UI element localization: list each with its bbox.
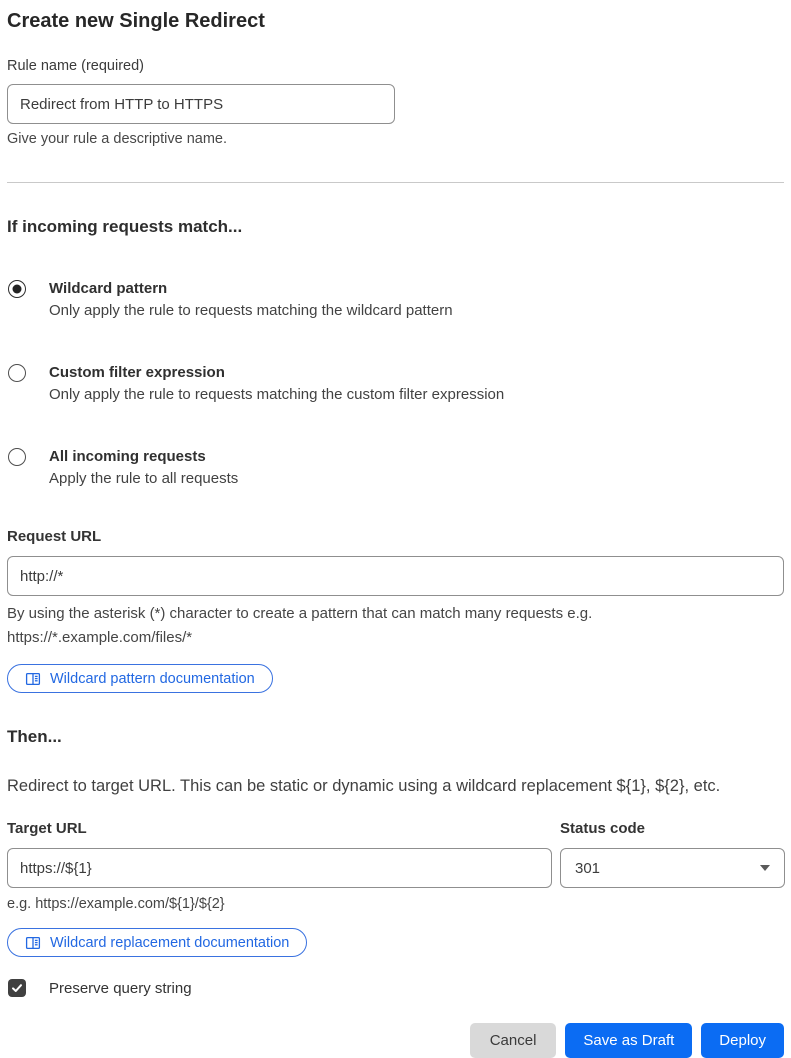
radio-option-label: Custom filter expression [49, 364, 225, 381]
target-url-input[interactable] [7, 848, 552, 888]
radio-button-icon[interactable] [8, 448, 26, 466]
doc-button-label: Wildcard replacement documentation [50, 934, 290, 951]
status-code-label: Status code [560, 820, 646, 837]
rule-name-help: Give your rule a descriptive name. [7, 131, 228, 147]
wildcard-replacement-documentation-button[interactable] [7, 928, 307, 957]
deploy-button[interactable]: Deploy [701, 1023, 784, 1058]
request-url-help-line1: By using the asterisk (*) character to create a pattern that can match many requests e.g. [7, 605, 593, 622]
checkbox-checked-icon[interactable] [8, 979, 26, 997]
section-divider [7, 182, 784, 183]
target-url-label: Target URL [7, 820, 87, 837]
radio-option-description: Only apply the rule to requests matching the wildcard pattern [49, 302, 453, 319]
radio-option-custom-filter-expression[interactable] [7, 362, 784, 407]
request-url-input[interactable] [7, 556, 784, 596]
radio-option-wildcard-pattern[interactable] [7, 278, 784, 323]
cancel-button[interactable]: Cancel [470, 1023, 557, 1058]
target-status-row [7, 819, 784, 914]
then-description: Redirect to target URL. This can be static or dynamic using a wildcard replacement ${1}, ${2}, etc. [7, 777, 721, 795]
target-url-help: e.g. https://example.com/${1}/${2} [7, 896, 225, 912]
doc-button-label: Wildcard pattern documentation [50, 670, 255, 687]
radio-button-icon[interactable] [8, 364, 26, 382]
then-section-heading: Then... [7, 727, 62, 746]
chevron-down-icon [760, 865, 770, 871]
wildcard-pattern-documentation-button[interactable] [7, 664, 273, 693]
book-icon [25, 935, 41, 951]
rule-name-label: Rule name (required) [7, 58, 145, 74]
radio-option-all-incoming-requests[interactable] [7, 446, 784, 491]
book-icon [25, 671, 41, 687]
rule-name-input[interactable] [7, 84, 395, 124]
radio-option-label: All incoming requests [49, 448, 206, 465]
match-section-heading: If incoming requests match... [7, 217, 243, 236]
request-url-label: Request URL [7, 528, 102, 545]
preserve-query-string-row[interactable] [7, 979, 784, 997]
page-title: Create new Single Redirect [7, 10, 265, 32]
save-as-draft-button[interactable]: Save as Draft [565, 1023, 692, 1058]
form-actions [7, 1023, 784, 1058]
status-code-select[interactable] [560, 848, 785, 888]
radio-button-icon[interactable] [8, 280, 26, 298]
match-type-radio-group [7, 278, 784, 491]
status-code-value: 301 [575, 859, 601, 877]
radio-option-description: Only apply the rule to requests matching the custom filter expression [49, 386, 505, 403]
radio-option-label: Wildcard pattern [49, 280, 168, 297]
preserve-query-string-label: Preserve query string [49, 979, 192, 997]
radio-option-description: Apply the rule to all requests [49, 470, 239, 487]
request-url-help-line2: https://*.example.com/files/* [7, 629, 193, 646]
